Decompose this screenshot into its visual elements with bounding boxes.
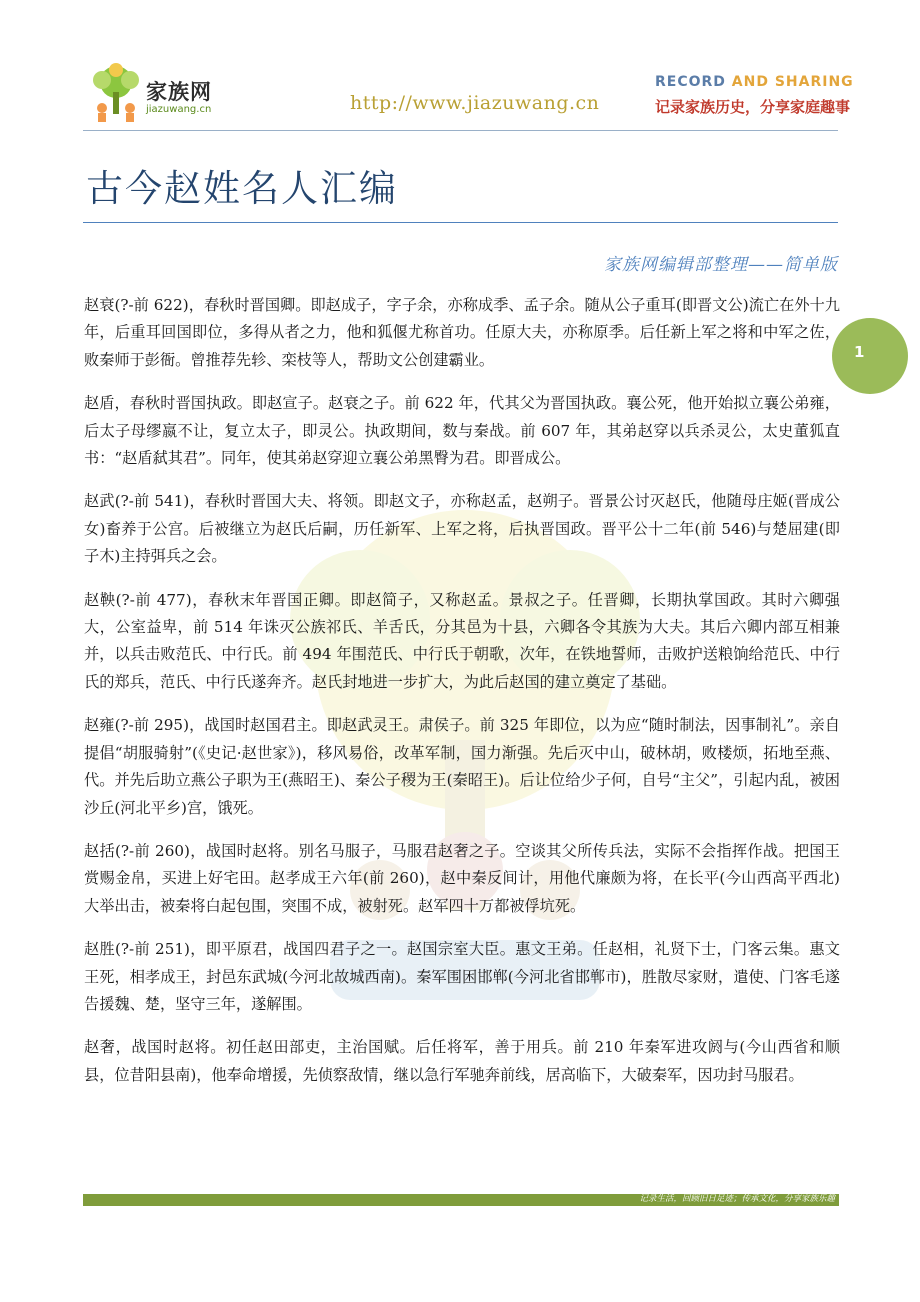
paragraph-zhao-yong: 赵雍(?-前 295)，战国时赵国君主。即赵武灵王。肃侯子。前 325 年即位，以为应“随时制法，因事制礼”。亲自提倡“胡服骑射”(《史记·赵世家》)，移风易俗，改革军制，国力渐强。先后灭中山，破林胡，败楼烦，拓地至燕、代。并先后助立燕公子职为王(燕昭王)、秦公子稷为王(秦昭王)。后让位给少子何，自号“主父”，引起内乱，被困沙丘(河北平乡)宫，饿死。 — [84, 716, 840, 817]
paragraph-zhao-shuai: 赵衰(?-前 622)，春秋时晋国卿。即赵成子，字子余，亦称成季、孟子余。随从公子重耳(即晋文公)流亡在外十九年，后重耳回国即位，多得从者之力，他和狐偃尤称首功。任原大夫，亦称原季。后任新上军之将和中军之佐，败秦师于彭衙。曾推荐先轸、栾枝等人，帮助文公创建霸业。 — [84, 296, 840, 369]
paragraph-zhao-dun: 赵盾，春秋时晋国执政。即赵宣子。赵衰之子。前 622 年，代其父为晋国执政。襄公死，他开始拟立襄公弟雍，后太子母缪嬴不让，复立太子，即灵公。执政期间，数与秦战。前 607 年，其弟赵穿以兵杀灵公，太史董狐直书：“赵盾弑其君”。同年，使其弟赵穿迎立襄公弟黑臀为君。即晋成公。 — [84, 394, 840, 468]
family-tree-icon — [88, 62, 144, 124]
logo-domain: jiazuwang.cn — [146, 104, 212, 115]
page-number-badge — [832, 318, 908, 394]
site-url-link[interactable]: http://www.jiazuwang.cn — [350, 92, 600, 114]
slogan-word-sharing: AND SHARING — [731, 74, 854, 90]
paragraph-zhao-yang: 赵鞅(?-前 477)，春秋末年晋国正卿。即赵简子，又称赵孟。景叔之子。任晋卿，长期执掌国政。其时六卿强大，公室益卑，前 514 年诛灭公族祁氏、羊舌氏，分其邑为十县，六卿各令其族为大夫。其后六卿内部互相兼并，以兵击败范氏、中行氏。前 494 年围范氏、中行氏于朝歌，次年，在铁地誓师，击败护送粮饷给范氏、中行氏的郑兵，范氏、中行氏遂奔齐。赵氏封地进一步扩大，为此后赵国的建立奠定了基础。 — [84, 590, 840, 691]
page-number: 1 — [854, 343, 865, 361]
site-logo[interactable] — [88, 62, 238, 126]
document-subtitle: 家族网编辑部整理——简单版 — [604, 255, 838, 275]
header-divider — [83, 130, 838, 131]
slogan-chinese: 记录家族历史，分享家庭趣事 — [655, 98, 851, 116]
document-title: 古今赵姓名人汇编 — [86, 167, 398, 210]
slogan-word-record: RECORD — [655, 74, 726, 90]
document-body — [84, 292, 840, 1105]
paragraph-zhao-wu: 赵武(?-前 541)，春秋时晋国大夫、将领。即赵文子，亦称赵孟，赵朔子。晋景公讨灭赵氏，他随母庄姬(晋成公女)畜养于公宫。后被继立为赵氏后嗣，历任新军、上军之将，后执晋国政。晋平公十二年(前 546)与楚屈建(即子木)主持弭兵之会。 — [84, 492, 840, 566]
paragraph-zhao-sheng: 赵胜(?-前 251)，即平原君，战国四君子之一。赵国宗室大臣。惠文王弟。任赵相，礼贤下士，门客云集。惠文王死，相孝成王，封邑东武城(今河北故城西南)。秦军围困邯郸(今河北省邯郸市)，胜散尽家财，遣使、门客毛遂告援魏、楚，坚守三年，遂解围。 — [84, 940, 840, 1013]
slogan-english — [655, 74, 854, 90]
title-divider — [83, 222, 838, 223]
logo-name: 家族网 — [146, 80, 212, 104]
footer-bar — [83, 1194, 839, 1206]
footer-slogan: 记录生活，回顾旧日足迹；传承文化，分享家族乐趣 — [639, 1194, 835, 1204]
paragraph-zhao-kuo: 赵括(?-前 260)，战国时赵将。别名马服子，马服君赵奢之子。空谈其父所传兵法，实际不会指挥作战。把国王赏赐金帛，买进上好宅田。赵孝成王六年(前 260)，赵中秦反间计，用他代廉颇为将，在长平(今山西高平西北)大举出击，被秦将白起包围，突围不成，被射死。赵军四十万都被俘坑死。 — [84, 841, 840, 915]
paragraph-zhao-she: 赵奢，战国时赵将。初任赵田部吏，主治国赋。后任将军，善于用兵。前 210 年秦军进攻阏与(今山西省和顺县，位昔阳县南)，他奉命增援，先侦察敌情，继以急行军驰奔前线，居高临下，大破秦军，因功封马服君。 — [84, 1038, 840, 1084]
